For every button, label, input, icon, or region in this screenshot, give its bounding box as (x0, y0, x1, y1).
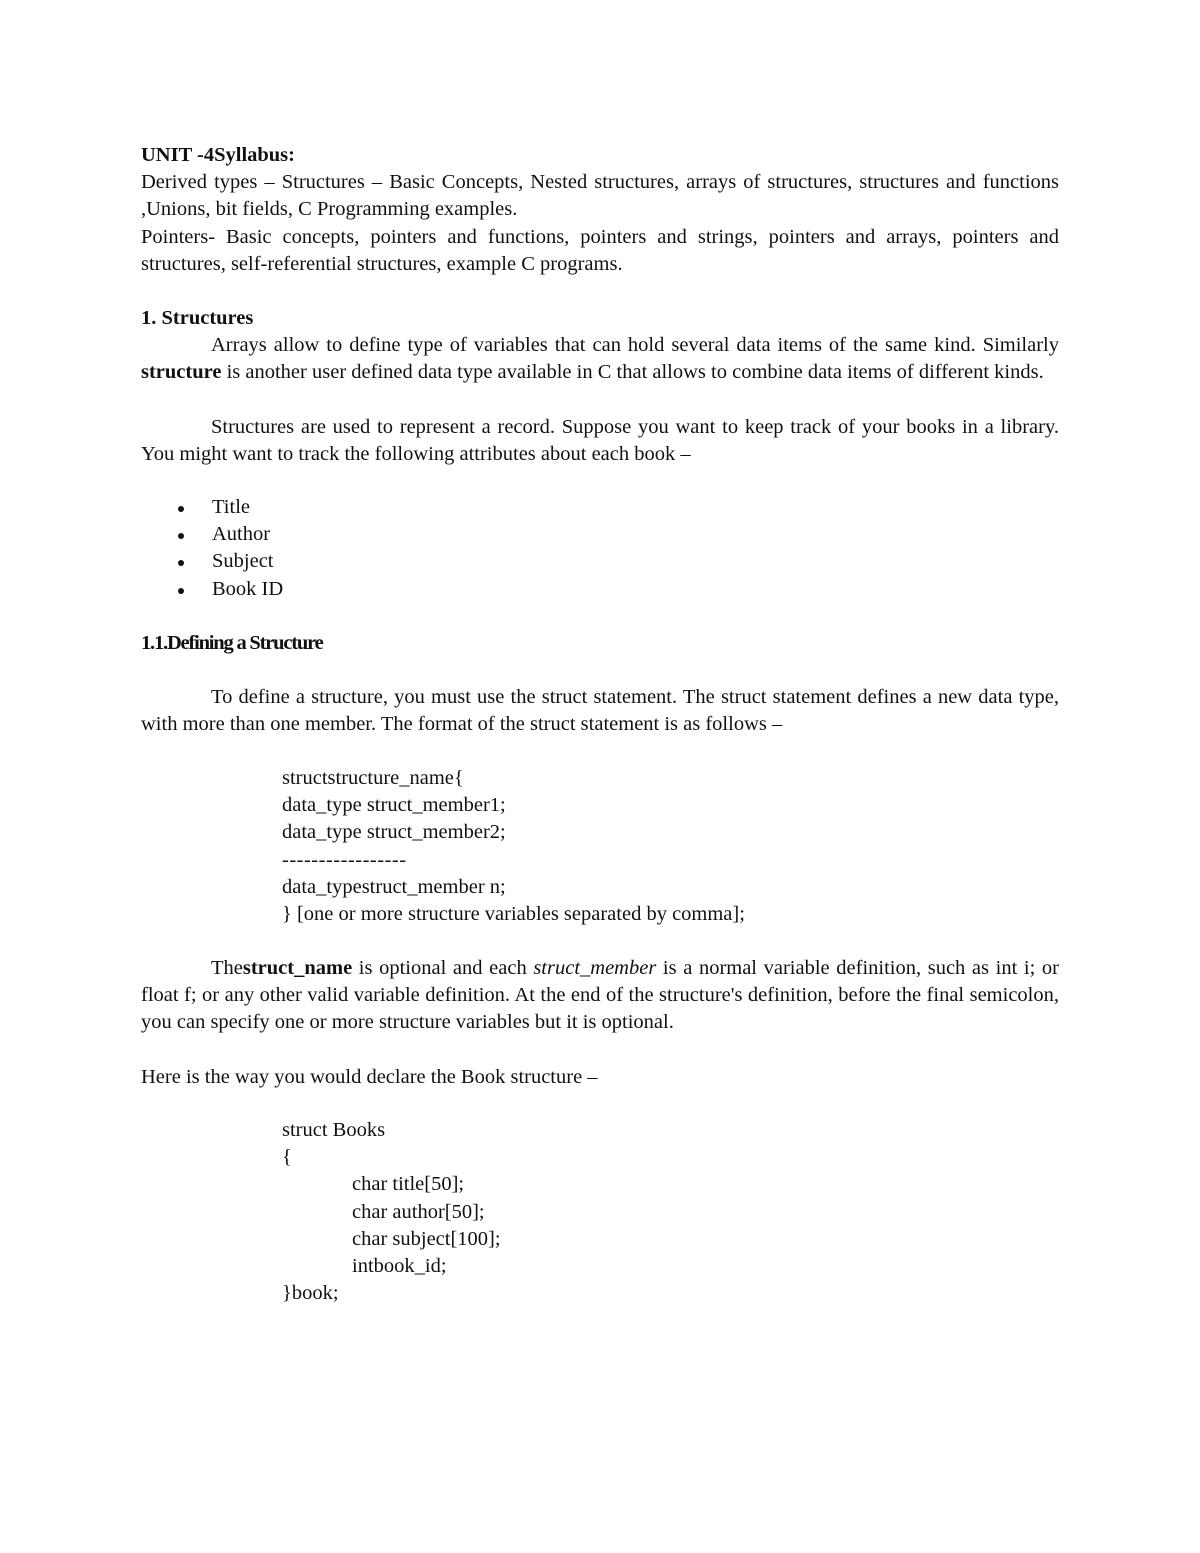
syllabus-pointers: Pointers- Basic concepts, pointers and functions, pointers and strings, pointers and arrays, pointers and structures, self-referential structures, example C programs. (141, 225, 1059, 275)
code-line: }book; (282, 1282, 339, 1305)
code-line: char author[50]; (352, 1200, 485, 1223)
list-item: Book ID (141, 576, 283, 603)
section-defining-structure-heading: 1.1.Defining a Structure (141, 632, 323, 654)
code-line: structstructure_name{ (282, 767, 464, 789)
code-line: char title[50]; (352, 1173, 465, 1196)
code-line: struct Books (282, 1119, 386, 1141)
structures-intro-text-b: is another user defined data type available in C that allows to combine data items of different kinds. (221, 361, 1044, 384)
bullet-icon (178, 560, 184, 566)
struct-member-keyword: struct_member (533, 957, 657, 979)
struct-name-text-b: is optional and each (352, 957, 534, 979)
list-item: Subject (141, 548, 283, 575)
code-line: } [one or more structure variables separated by comma]; (282, 902, 745, 925)
book-structure-code (282, 1117, 1062, 1307)
code-line: data_type struct_member1; (282, 794, 506, 817)
syllabus-derived-types: Derived types – Structures – Basic Concepts, Nested structures, arrays of structures, structures and functions ,Unions, bit fields, C Programming examples. (141, 171, 1059, 221)
syllabus-title: UNIT -4Syllabus: (141, 144, 295, 166)
struct-name-keyword: struct_name (242, 957, 353, 979)
book-attributes-list (141, 494, 283, 603)
book-structure-intro: Here is the way you would declare the Book structure – (141, 1066, 598, 1088)
code-line: intbook_id; (352, 1254, 447, 1277)
code-line: data_type struct_member2; (282, 821, 506, 844)
struct-name-text-a: The (211, 957, 243, 979)
structure-keyword: structure (141, 361, 222, 384)
struct-format-code (282, 765, 1062, 928)
section-structures-heading: 1. Structures (141, 307, 254, 329)
code-line: data_typestruct_member n; (282, 875, 506, 898)
list-item: Title (141, 494, 283, 521)
bullet-icon (178, 533, 184, 539)
structures-record-paragraph: Structures are used to represent a record. Suppose you want to keep track of your books in a library. You might want to track the following attributes about each book – (141, 416, 1059, 466)
struct-name-paragraph (141, 955, 1059, 1037)
structures-intro-paragraph (141, 332, 1059, 386)
struct-statement-paragraph: To define a structure, you must use the struct statement. The struct statement defines a new data type, with more than one member. The format of the struct statement is as follows – (141, 686, 1059, 736)
code-line: char subject[100]; (352, 1227, 501, 1250)
code-line: { (282, 1146, 292, 1169)
struct-name-text-c: is a normal variable definition, such as int i; or float f; or any other valid variable definition. At the end of the structure's definition, before the final semicolon, you can specify one or more structure variables but it is optional. (141, 957, 1059, 1034)
structures-intro-text-a: Arrays allow to define type of variables that can hold several data items of the same kind. Similarly (211, 334, 1059, 356)
syllabus-block (141, 142, 1059, 278)
list-item: Author (141, 521, 283, 548)
bullet-icon (178, 506, 184, 512)
code-line: ----------------- (282, 848, 407, 871)
bullet-icon (178, 588, 184, 594)
